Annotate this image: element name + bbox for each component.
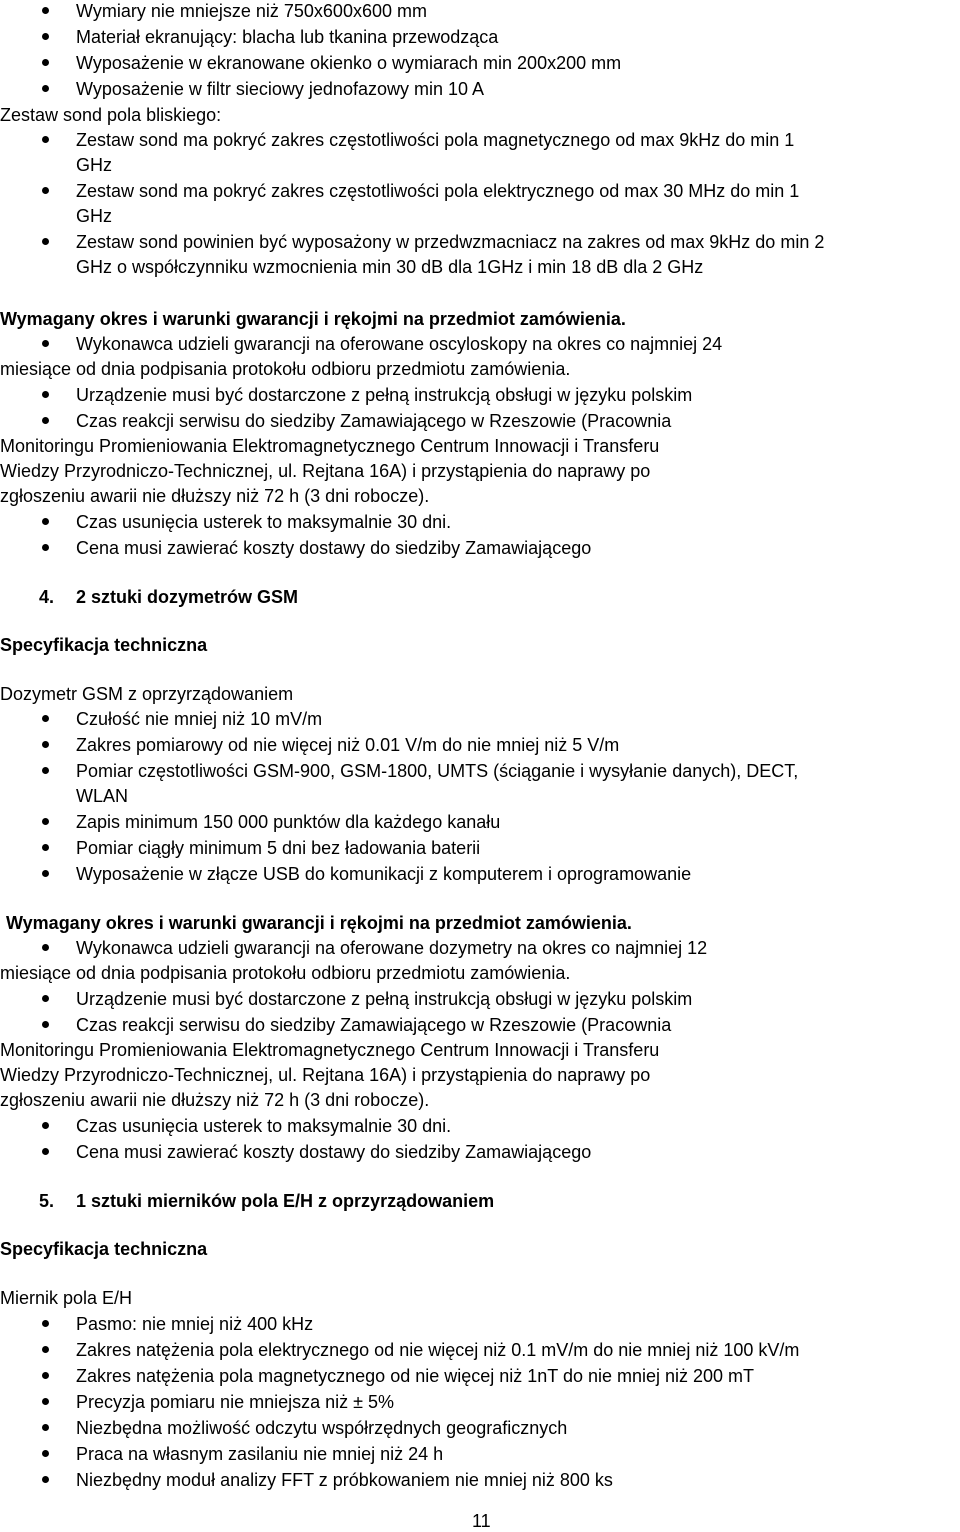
bullet — [42, 1148, 49, 1155]
list-item-continuation: GHz o współczynniku wzmocnienia min 30 dB dla 1GHz i min 18 dB dla 2 GHz — [76, 257, 704, 277]
section-title: 1 sztuki mierników pola E/H z oprzyrządowaniem — [76, 1191, 495, 1211]
bullet — [42, 1450, 49, 1457]
list-item: Materiał ekranujący: blacha lub tkanina przewodząca — [76, 27, 499, 47]
bullet — [42, 518, 49, 525]
bullet — [42, 7, 49, 14]
list-item-continuation: miesiące od dnia podpisania protokołu odbioru przedmiotu zamówienia. — [0, 359, 571, 379]
list-item: Niezbędny moduł analizy FFT z próbkowaniem nie mniej niż 800 ks — [76, 1470, 613, 1490]
list-item: Czas usunięcia usterek to maksymalnie 30 dni. — [76, 512, 452, 532]
bullet — [42, 944, 49, 951]
list-item: Wyposażenie w filtr sieciowy jednofazowy min 10 A — [76, 79, 485, 99]
list-item: Niezbędna możliwość odczytu współrzędnych geograficznych — [76, 1418, 568, 1438]
list-item: Praca na własnym zasilaniu nie mniej niż 24 h — [76, 1444, 444, 1464]
bullet — [42, 1320, 49, 1327]
list-item: Precyzja pomiaru nie mniejsza niż ± 5% — [76, 1392, 395, 1412]
list-item-continuation: WLAN — [76, 786, 129, 806]
bullet — [42, 1122, 49, 1129]
list-item: Wyposażenie w złącze USB do komunikacji z komputerem i oprogramowanie — [76, 864, 692, 884]
bullet — [42, 741, 49, 748]
probes-heading: Zestaw sond pola bliskiego: — [0, 105, 222, 125]
list-item-continuation: zgłoszeniu awarii nie dłuższy niż 72 h (3 dni robocze). — [0, 1090, 430, 1110]
spec-heading: Specyfikacja techniczna — [0, 635, 208, 655]
list-item-continuation: Monitoringu Promieniowania Elektromagnetycznego Centrum Innowacji i Transferu — [0, 436, 660, 456]
section-number: 4. — [39, 587, 55, 607]
bullet — [42, 544, 49, 551]
list-item: Wymiary nie mniejsze niż 750x600x600 mm — [76, 1, 427, 21]
device-name: Miernik pola E/H — [0, 1288, 133, 1308]
list-item: Zakres natężenia pola magnetycznego od nie więcej niż 1nT do nie mniej niż 200 mT — [76, 1366, 755, 1386]
list-item-continuation: Wiedzy Przyrodniczo-Technicznej, ul. Rejtana 16A) i przystąpienia do naprawy po — [0, 1065, 651, 1085]
warranty-heading: Wymagany okres i warunki gwarancji i rękojmi na przedmiot zamówienia. — [0, 309, 626, 329]
list-item: Zakres pomiarowy od nie więcej niż 0.01 V/m do nie mniej niż 5 V/m — [76, 735, 620, 755]
list-item: Pasmo: nie mniej niż 400 kHz — [76, 1314, 314, 1334]
bullet — [42, 33, 49, 40]
list-item: Cena musi zawierać koszty dostawy do siedziby Zamawiającego — [76, 538, 592, 558]
warranty-heading: Wymagany okres i warunki gwarancji i rękojmi na przedmiot zamówienia. — [6, 913, 632, 933]
page-number: 11 — [472, 1511, 491, 1531]
list-item: Czas reakcji serwisu do siedziby Zamawiającego w Rzeszowie (Pracownia — [76, 1015, 672, 1035]
bullet — [42, 870, 49, 877]
list-item-continuation: Monitoringu Promieniowania Elektromagnetycznego Centrum Innowacji i Transferu — [0, 1040, 660, 1060]
list-item: Czas usunięcia usterek to maksymalnie 30 dni. — [76, 1116, 452, 1136]
list-item-continuation: zgłoszeniu awarii nie dłuższy niż 72 h (3 dni robocze). — [0, 486, 430, 506]
bullet — [42, 59, 49, 66]
bullet — [42, 1346, 49, 1353]
bullet — [42, 187, 49, 194]
bullet — [42, 715, 49, 722]
list-item-continuation: Wiedzy Przyrodniczo-Technicznej, ul. Rejtana 16A) i przystąpienia do naprawy po — [0, 461, 651, 481]
list-item-continuation: GHz — [76, 206, 112, 226]
list-item: Pomiar częstotliwości GSM-900, GSM-1800, UMTS (ściąganie i wysyłanie danych), DECT, — [76, 761, 799, 781]
list-item-continuation: GHz — [76, 155, 112, 175]
bullet — [42, 238, 49, 245]
bullet — [42, 1398, 49, 1405]
list-item: Wykonawca udzieli gwarancji na oferowane dozymetry na okres co najmniej 12 — [76, 938, 708, 958]
bullet — [42, 136, 49, 143]
bullet — [42, 1424, 49, 1431]
list-item: Zestaw sond ma pokryć zakres częstotliwości pola magnetycznego od max 9kHz do min 1 — [76, 130, 795, 150]
list-item: Pomiar ciągły minimum 5 dni bez ładowania baterii — [76, 838, 481, 858]
list-item: Zapis minimum 150 000 punktów dla każdego kanału — [76, 812, 501, 832]
list-item: Wykonawca udzieli gwarancji na oferowane oscyloskopy na okres co najmniej 24 — [76, 334, 723, 354]
section-title: 2 sztuki dozymetrów GSM — [76, 587, 299, 607]
list-item: Czułość nie mniej niż 10 mV/m — [76, 709, 323, 729]
list-item: Urządzenie musi być dostarczone z pełną instrukcją obsługi w języku polskim — [76, 989, 693, 1009]
bullet — [42, 844, 49, 851]
list-item: Wyposażenie w ekranowane okienko o wymiarach min 200x200 mm — [76, 53, 622, 73]
bullet — [42, 417, 49, 424]
bullet — [42, 340, 49, 347]
bullet — [42, 818, 49, 825]
section-number: 5. — [39, 1191, 55, 1211]
bullet — [42, 391, 49, 398]
device-name: Dozymetr GSM z oprzyrządowaniem — [0, 684, 294, 704]
bullet — [42, 995, 49, 1002]
list-item: Czas reakcji serwisu do siedziby Zamawiającego w Rzeszowie (Pracownia — [76, 411, 672, 431]
bullet — [42, 85, 49, 92]
list-item-continuation: miesiące od dnia podpisania protokołu odbioru przedmiotu zamówienia. — [0, 963, 571, 983]
bullet — [42, 1476, 49, 1483]
list-item: Zestaw sond ma pokryć zakres częstotliwości pola elektrycznego od max 30 MHz do min 1 — [76, 181, 800, 201]
list-item: Zestaw sond powinien być wyposażony w przedwzmacniacz na zakres od max 9kHz do min 2 — [76, 232, 825, 252]
bullet — [42, 1021, 49, 1028]
list-item: Urządzenie musi być dostarczone z pełną instrukcją obsługi w języku polskim — [76, 385, 693, 405]
bullet — [42, 767, 49, 774]
spec-heading: Specyfikacja techniczna — [0, 1239, 208, 1259]
bullet — [42, 1372, 49, 1379]
list-item: Cena musi zawierać koszty dostawy do siedziby Zamawiającego — [76, 1142, 592, 1162]
list-item: Zakres natężenia pola elektrycznego od nie więcej niż 0.1 mV/m do nie mniej niż 100 kV/m — [76, 1340, 800, 1360]
